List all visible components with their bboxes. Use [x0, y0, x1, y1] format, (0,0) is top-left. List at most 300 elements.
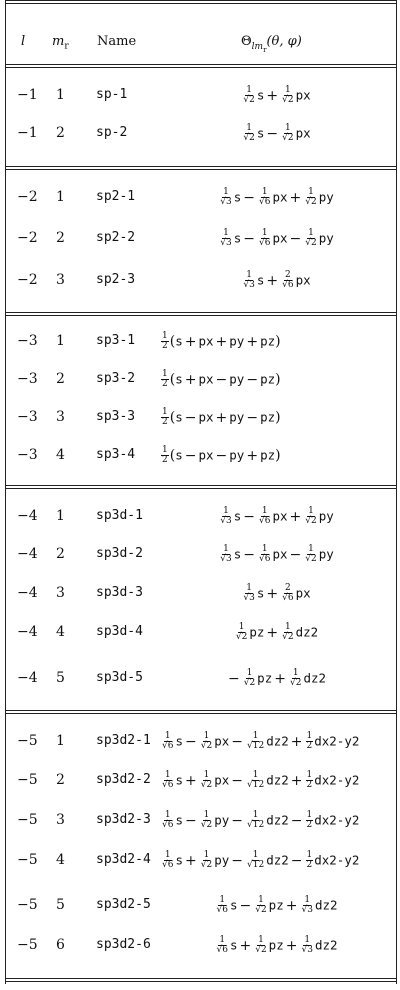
name-cell: sp3-4: [96, 447, 136, 462]
fraction: [246, 732, 265, 751]
numerator: 1: [203, 850, 210, 860]
fraction: [215, 936, 228, 955]
numerator: 1: [162, 331, 168, 341]
operator: −: [231, 772, 243, 789]
operator: −: [290, 852, 303, 869]
denominator: √2: [305, 554, 317, 564]
l-cell: −2: [17, 272, 38, 288]
l-cell: −5: [17, 897, 38, 913]
denominator: √6: [258, 516, 271, 526]
orbital-term: dz2: [303, 670, 327, 686]
denominator: √2: [200, 820, 213, 830]
numerator: 1: [308, 228, 314, 238]
parenthesis: ): [275, 333, 281, 350]
mr-cell: 1: [56, 333, 65, 349]
fraction: [161, 811, 174, 830]
operator: +: [266, 624, 279, 641]
operator: −: [231, 733, 243, 750]
denominator: 2: [162, 379, 168, 389]
orbital-term: dx2-y2: [314, 733, 360, 749]
denominator: 2: [162, 417, 168, 427]
numerator: 1: [308, 187, 314, 197]
fraction: [254, 936, 267, 955]
numerator: 1: [261, 506, 268, 516]
operator: +: [266, 87, 279, 104]
numerator: 1: [164, 810, 171, 820]
numerator: 1: [306, 810, 313, 820]
expression-cell: [160, 771, 397, 790]
orbital-term: px: [198, 447, 214, 463]
operator: −: [289, 230, 302, 247]
expression-cell: [155, 936, 397, 955]
orbital-term: s: [175, 447, 183, 463]
denominator: √2: [255, 905, 267, 915]
orbital-term: s: [233, 508, 242, 524]
orbital-term: dx2-y2: [314, 772, 360, 788]
fraction: [258, 507, 271, 526]
expression-cell: [155, 124, 397, 143]
table-left-border: [5, 0, 6, 984]
numerator: 1: [223, 506, 229, 516]
expression-cell: [155, 584, 397, 603]
orbital-term: pz: [260, 371, 276, 387]
numerator: 1: [258, 895, 264, 905]
orbital-term: px: [272, 546, 288, 562]
denominator: √6: [258, 197, 271, 207]
orbital-term: px: [295, 125, 311, 141]
numerator: 1: [284, 123, 291, 133]
l-cell: −3: [17, 409, 38, 425]
numerator: 1: [219, 935, 226, 945]
numerator: 1: [203, 770, 210, 780]
operator: −: [243, 230, 255, 247]
orbital-term: py: [318, 189, 334, 205]
name-cell: sp2-1: [96, 189, 136, 204]
denominator: √2: [243, 133, 255, 143]
orbital-term: dz2: [266, 772, 289, 788]
denominator: √2: [243, 95, 255, 105]
denominator: √2: [200, 741, 213, 751]
fraction: [243, 669, 256, 688]
mr-cell: 3: [56, 585, 65, 601]
orbital-term: dz2: [314, 937, 338, 953]
fraction: [219, 188, 232, 207]
denominator: 2: [306, 741, 313, 751]
denominator: √6: [162, 741, 174, 751]
fraction: [161, 446, 169, 465]
operator: −: [185, 733, 197, 750]
table-right-border: [396, 0, 397, 984]
expression-cell: [160, 332, 397, 351]
numerator: 1: [203, 810, 210, 820]
denominator: √6: [216, 905, 228, 915]
mr-cell: 2: [56, 371, 65, 387]
numerator: 1: [162, 407, 168, 417]
denominator: √12: [247, 780, 265, 790]
numerator: 1: [308, 506, 314, 516]
orbital-term: px: [272, 508, 288, 524]
group-rule-2: [5, 312, 397, 316]
l-cell: −5: [17, 733, 38, 749]
numerator: 1: [246, 583, 252, 593]
fraction: [304, 188, 317, 207]
orbital-term: s: [256, 272, 265, 288]
name-cell: sp2-2: [96, 230, 136, 245]
parenthesis: (: [169, 371, 176, 388]
operator: +: [290, 733, 303, 750]
mr-cell: 3: [56, 272, 65, 288]
operator: +: [184, 371, 197, 388]
mr-cell: 1: [56, 87, 65, 103]
orbital-term: pz: [257, 670, 273, 686]
operator: +: [246, 333, 259, 350]
operator: +: [239, 937, 252, 954]
numerator: 1: [246, 668, 253, 678]
fraction: [306, 771, 314, 790]
orbital-term: s: [175, 772, 183, 788]
fraction: [219, 507, 232, 526]
denominator: 2: [306, 860, 313, 870]
fraction: [258, 188, 271, 207]
fraction: [281, 623, 294, 642]
mr-cell: 3: [56, 409, 65, 425]
parenthesis: ): [275, 371, 281, 388]
orbital-term: pz: [268, 937, 284, 953]
fraction: [304, 507, 317, 526]
fraction: [235, 623, 248, 642]
expression-cell: [160, 732, 397, 751]
operator: −: [239, 897, 252, 914]
denominator: √2: [282, 95, 294, 105]
table-top-rule: [5, 0, 397, 4]
fraction: [161, 408, 169, 427]
operator: −: [289, 546, 302, 563]
orbital-term: dz2: [266, 852, 289, 868]
orbital-term: pz: [260, 409, 276, 425]
denominator: √3: [220, 516, 232, 526]
operator: −: [290, 812, 303, 829]
l-cell: −4: [17, 670, 38, 686]
orbital-term: py: [229, 447, 245, 463]
fraction: [161, 732, 174, 751]
numerator: 1: [164, 770, 171, 780]
l-cell: −5: [17, 937, 38, 953]
name-cell: sp3d2-5: [96, 897, 151, 912]
orbital-term: dx2-y2: [314, 852, 360, 868]
orbital-term: pz: [249, 624, 265, 640]
operator: +: [285, 937, 298, 954]
parenthesis: (: [169, 333, 176, 350]
denominator: √3: [243, 593, 255, 603]
fraction: [215, 896, 228, 915]
orbital-term: s: [175, 409, 183, 425]
denominator: √12: [247, 820, 265, 830]
mr-cell: 2: [56, 772, 65, 788]
parenthesis: ): [275, 447, 281, 464]
mr-cell: 3: [56, 812, 65, 828]
mr-cell: 5: [56, 670, 65, 686]
fraction: [281, 124, 294, 143]
numerator: 2: [284, 583, 291, 593]
operator: +: [266, 585, 279, 602]
expression-cell: [160, 446, 397, 465]
name-cell: sp3-3: [96, 409, 136, 424]
l-cell: −5: [17, 812, 38, 828]
fraction: [246, 771, 265, 790]
fraction: [200, 811, 213, 830]
operator: −: [231, 852, 243, 869]
operator: +: [246, 447, 259, 464]
orbital-term: s: [175, 812, 183, 828]
denominator: 2: [162, 455, 168, 465]
numerator: 1: [203, 731, 210, 741]
operator: −: [184, 409, 197, 426]
orbital-term: s: [233, 230, 242, 246]
denominator: √2: [235, 632, 248, 642]
operator: +: [266, 272, 279, 289]
fraction: [161, 370, 169, 389]
orbital-term: py: [229, 409, 245, 425]
denominator: √12: [247, 860, 265, 870]
fraction: [246, 851, 265, 870]
mr-cell: 4: [56, 447, 65, 463]
operator: −: [246, 371, 259, 388]
numerator: 1: [246, 85, 252, 95]
orbital-term: pz: [260, 447, 276, 463]
mr-cell: 5: [56, 897, 65, 913]
orbital-term: dz2: [266, 812, 289, 828]
name-cell: sp3-2: [96, 371, 136, 386]
mr-cell: 1: [56, 733, 65, 749]
fraction: [242, 124, 255, 143]
fraction: [258, 229, 271, 248]
numerator: 1: [304, 895, 311, 905]
expression-cell: [155, 623, 397, 642]
expression-cell: [155, 271, 397, 290]
orbital-term: s: [233, 189, 242, 205]
orbital-term: s: [256, 125, 265, 141]
orbital-term: px: [295, 87, 311, 103]
orbital-term: px: [272, 189, 288, 205]
numerator: 1: [223, 544, 229, 554]
l-cell: −5: [17, 852, 38, 868]
mr-cell: 4: [56, 852, 65, 868]
orbital-term: py: [229, 371, 245, 387]
fraction: [281, 271, 294, 290]
denominator: √2: [305, 197, 317, 207]
denominator: √2: [282, 632, 294, 642]
operator: −: [243, 546, 255, 563]
fraction: [258, 545, 271, 564]
numerator: 1: [304, 935, 311, 945]
operator: −: [266, 125, 279, 142]
operator: +: [274, 670, 286, 687]
orbital-term: s: [256, 87, 265, 103]
parenthesis: (: [169, 409, 176, 426]
expression-cell: [155, 896, 397, 915]
numerator: 1: [308, 544, 314, 554]
numerator: 1: [164, 850, 171, 860]
denominator: √2: [200, 780, 213, 790]
mr-cell: 1: [56, 189, 65, 205]
operator: −: [215, 371, 228, 388]
orbital-term: px: [198, 409, 214, 425]
l-cell: −4: [17, 508, 38, 524]
denominator: √6: [162, 860, 174, 870]
fraction: [300, 936, 313, 955]
orbital-term: px: [272, 230, 288, 246]
denominator: 2: [306, 780, 313, 790]
operator: −: [227, 670, 240, 687]
denominator: √3: [220, 238, 232, 248]
denominator: √6: [282, 280, 294, 290]
denominator: √3: [243, 280, 255, 290]
operator: −: [243, 508, 255, 525]
denominator: √3: [220, 554, 232, 564]
operator: +: [184, 333, 197, 350]
fraction: [306, 811, 314, 830]
denominator: √6: [282, 593, 294, 603]
denominator: √6: [162, 780, 174, 790]
numerator: 1: [261, 544, 268, 554]
fraction: [161, 851, 174, 870]
fraction: [242, 584, 255, 603]
denominator: √3: [220, 197, 232, 207]
operator: −: [243, 189, 255, 206]
header-l: l: [21, 34, 26, 49]
name-cell: sp3d-2: [96, 546, 143, 561]
numerator: 1: [246, 123, 252, 133]
fraction: [246, 811, 265, 830]
name-cell: sp-2: [96, 125, 128, 140]
l-cell: −4: [17, 546, 38, 562]
operator: −: [185, 812, 197, 829]
expression-cell: [155, 86, 397, 105]
expression-cell: [160, 811, 397, 830]
header-mr: $m_r$: [52, 34, 69, 52]
expression-cell: [160, 851, 397, 870]
name-cell: sp3d-1: [96, 508, 143, 523]
denominator: √2: [243, 678, 256, 688]
orbital-term: s: [175, 733, 183, 749]
l-cell: −4: [17, 585, 38, 601]
orbital-term: px: [295, 272, 311, 288]
numerator: 1: [219, 895, 226, 905]
parenthesis: ): [275, 409, 281, 426]
fraction: [289, 669, 302, 688]
name-cell: sp3d-3: [96, 585, 143, 600]
l-cell: −5: [17, 772, 38, 788]
operator: +: [185, 852, 197, 869]
operator: −: [215, 447, 228, 464]
l-cell: −3: [17, 371, 38, 387]
expression-cell: [155, 229, 397, 248]
l-cell: −1: [17, 87, 38, 103]
expression-cell: [155, 669, 397, 688]
fraction: [161, 332, 169, 351]
orbital-table: [5, 0, 397, 984]
header-rule: [5, 64, 397, 68]
numerator: 1: [162, 369, 168, 379]
fraction: [219, 545, 232, 564]
denominator: √6: [258, 238, 271, 248]
fraction: [200, 851, 213, 870]
name-cell: sp2-3: [96, 272, 136, 287]
orbital-term: px: [198, 333, 214, 349]
orbital-term: py: [229, 333, 245, 349]
expression-cell: [155, 188, 397, 207]
orbital-term: dx2-y2: [314, 812, 360, 828]
fraction: [254, 896, 267, 915]
denominator: √3: [301, 945, 313, 955]
operator: +: [289, 189, 302, 206]
mr-cell: 2: [56, 546, 65, 562]
orbital-term: dz2: [314, 897, 338, 913]
name-cell: sp3d2-6: [96, 937, 151, 952]
numerator: 1: [258, 935, 264, 945]
orbital-term: pz: [268, 897, 284, 913]
mr-cell: 1: [56, 508, 65, 524]
orbital-term: py: [214, 812, 230, 828]
name-cell: sp3d2-2: [96, 772, 151, 787]
orbital-term: px: [214, 772, 230, 788]
numerator: 1: [238, 622, 245, 632]
numerator: 1: [246, 270, 252, 280]
numerator: 1: [306, 731, 313, 741]
numerator: 1: [261, 187, 268, 197]
orbital-term: py: [318, 508, 334, 524]
numerator: 1: [223, 228, 229, 238]
l-cell: −3: [17, 447, 38, 463]
operator: −: [246, 409, 259, 426]
name-cell: sp3d2-3: [96, 812, 151, 827]
numerator: 1: [164, 731, 171, 741]
orbital-term: s: [229, 897, 238, 913]
expression-cell: [155, 545, 397, 564]
operator: +: [215, 409, 228, 426]
numerator: 1: [292, 668, 299, 678]
table-bottom-rule: [5, 978, 397, 982]
header-theta: $\Theta_{lm_r}(\theta$, φ): [241, 34, 302, 54]
denominator: √2: [289, 678, 302, 688]
orbital-term: px: [198, 371, 214, 387]
expression-cell: [160, 408, 397, 427]
numerator: 1: [284, 622, 291, 632]
fraction: [306, 732, 314, 751]
denominator: √2: [282, 133, 294, 143]
orbital-term: s: [256, 585, 265, 601]
numerator: 1: [261, 228, 268, 238]
operator: +: [215, 333, 228, 350]
fraction: [200, 732, 213, 751]
fraction: [306, 851, 314, 870]
numerator: 1: [162, 445, 168, 455]
name-cell: sp-1: [96, 87, 128, 102]
numerator: 1: [252, 731, 259, 741]
numerator: 1: [306, 770, 313, 780]
denominator: √6: [258, 554, 271, 564]
denominator: √3: [301, 905, 313, 915]
name-cell: sp3d2-4: [96, 852, 151, 867]
numerator: 1: [223, 187, 229, 197]
orbital-term: pz: [260, 333, 276, 349]
name-cell: sp3-1: [96, 333, 136, 348]
fraction: [304, 229, 317, 248]
denominator: 2: [306, 820, 313, 830]
denominator: √2: [200, 860, 213, 870]
l-cell: −4: [17, 624, 38, 640]
header-name: Name: [97, 34, 137, 49]
